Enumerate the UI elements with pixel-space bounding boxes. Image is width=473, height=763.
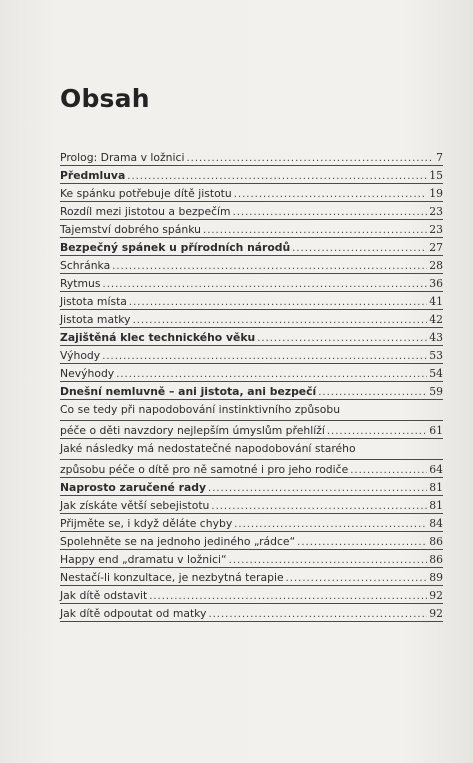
dot-leader bbox=[127, 171, 427, 182]
toc-entry-page: 92 bbox=[429, 607, 443, 620]
toc-entry-page: 36 bbox=[429, 277, 443, 290]
toc-entry-label-line1: Jaké následky má nedostatečné napodobování starého bbox=[60, 442, 443, 460]
toc-entry-page: 81 bbox=[429, 481, 443, 494]
dot-leader bbox=[229, 555, 428, 566]
toc-entry-chapter bbox=[60, 382, 443, 400]
toc-entry bbox=[60, 532, 443, 550]
toc-entry-label: Rozdíl mezi jistotou a bezpečím bbox=[60, 205, 231, 218]
toc-entry-label: Naprosto zaručené rady bbox=[60, 481, 207, 494]
toc-entry bbox=[60, 220, 443, 238]
dot-leader bbox=[129, 297, 427, 308]
dot-leader bbox=[103, 279, 428, 290]
toc-entry-page: 23 bbox=[429, 205, 443, 218]
toc-entry-chapter bbox=[60, 478, 443, 496]
toc-entry bbox=[60, 310, 443, 328]
toc-entry-label: Jak získáte větší sebejistotu bbox=[60, 499, 210, 512]
toc-entry-label: Prolog: Drama v ložnici bbox=[60, 151, 185, 164]
toc-entry-page: 84 bbox=[429, 517, 443, 530]
toc-entry-label: Tajemství dobrého spánku bbox=[60, 223, 202, 236]
table-of-contents bbox=[60, 148, 443, 622]
toc-entry bbox=[60, 256, 443, 274]
toc-entry-label: Schránka bbox=[60, 259, 111, 272]
toc-entry bbox=[60, 274, 443, 292]
toc-entry-label: Jak dítě odpoutat od matky bbox=[60, 607, 207, 620]
toc-entry-page: 92 bbox=[429, 589, 443, 602]
toc-entry-label: Jistota místa bbox=[60, 295, 127, 308]
toc-entry bbox=[60, 292, 443, 310]
toc-entry-label: péče o děti navzdory nejlepším úmyslům přehlíží bbox=[60, 424, 325, 437]
dot-leader bbox=[350, 465, 427, 476]
toc-entry-label: Zajištěná klec technického věku bbox=[60, 331, 256, 344]
dot-leader bbox=[286, 573, 428, 584]
toc-entry-label: Nevýhody bbox=[60, 367, 115, 380]
toc-entry bbox=[60, 148, 443, 166]
toc-entry bbox=[60, 364, 443, 382]
toc-entry-page: 53 bbox=[429, 349, 443, 362]
dot-leader bbox=[233, 207, 428, 218]
dot-leader bbox=[234, 189, 427, 200]
page-title: Obsah bbox=[60, 84, 150, 113]
toc-entry bbox=[60, 514, 443, 532]
dot-leader bbox=[318, 387, 427, 398]
toc-entry bbox=[60, 586, 443, 604]
toc-entry bbox=[60, 550, 443, 568]
toc-entry-label: způsobu péče o dítě pro ně samotné i pro jeho rodiče bbox=[60, 463, 349, 476]
dot-leader bbox=[257, 333, 427, 344]
toc-entry-label: Nestačí-li konzultace, je nezbytná terapie bbox=[60, 571, 284, 584]
toc-entry-label: Jistota matky bbox=[60, 313, 131, 326]
toc-entry bbox=[60, 604, 443, 622]
toc-entry-label: Přijměte se, i když děláte chyby bbox=[60, 517, 233, 530]
toc-entry-label: Rytmus bbox=[60, 277, 101, 290]
toc-entry bbox=[60, 346, 443, 364]
toc-entry bbox=[60, 568, 443, 586]
dot-leader bbox=[234, 519, 427, 530]
toc-entry-label: Ke spánku potřebuje dítě jistotu bbox=[60, 187, 232, 200]
toc-entry bbox=[60, 400, 443, 439]
toc-entry-page: 19 bbox=[429, 187, 443, 200]
toc-entry-chapter bbox=[60, 238, 443, 256]
toc-entry-page: 54 bbox=[429, 367, 443, 380]
dot-leader bbox=[102, 351, 427, 362]
dot-leader bbox=[149, 591, 427, 602]
toc-entry-page: 15 bbox=[429, 169, 443, 182]
dot-leader bbox=[211, 501, 427, 512]
toc-entry-page: 86 bbox=[429, 553, 443, 566]
dot-leader bbox=[133, 315, 428, 326]
toc-entry-page: 41 bbox=[429, 295, 443, 308]
toc-entry-label: Bezpečný spánek u přírodních národů bbox=[60, 241, 291, 254]
toc-entry-page: 7 bbox=[436, 151, 443, 164]
dot-leader bbox=[327, 426, 427, 437]
toc-entry-chapter bbox=[60, 328, 443, 346]
dot-leader bbox=[292, 243, 427, 254]
dot-leader bbox=[116, 369, 427, 380]
toc-entry-page: 43 bbox=[429, 331, 443, 344]
toc-entry-label: Spolehněte se na jednoho jediného „rádce“ bbox=[60, 535, 296, 548]
toc-entry-label-line1: Co se tedy při napodobování instinktivního způsobu bbox=[60, 403, 443, 421]
toc-entry-page: 81 bbox=[429, 499, 443, 512]
toc-entry-page: 28 bbox=[429, 259, 443, 272]
toc-entry-page: 27 bbox=[429, 241, 443, 254]
toc-entry-page: 61 bbox=[429, 424, 443, 437]
toc-entry-page: 86 bbox=[429, 535, 443, 548]
toc-entry-label: Výhody bbox=[60, 349, 101, 362]
dot-leader bbox=[203, 225, 427, 236]
toc-entry bbox=[60, 496, 443, 514]
toc-entry-label: Dnešní nemluvně – ani jistota, ani bezpečí bbox=[60, 385, 317, 398]
toc-entry-page: 23 bbox=[429, 223, 443, 236]
dot-leader bbox=[297, 537, 427, 548]
toc-entry-label: Předmluva bbox=[60, 169, 126, 182]
toc-entry-page: 89 bbox=[429, 571, 443, 584]
toc-entry-page: 59 bbox=[429, 385, 443, 398]
toc-entry-page: 42 bbox=[429, 313, 443, 326]
toc-entry-label: Jak dítě odstavit bbox=[60, 589, 148, 602]
dot-leader bbox=[112, 261, 427, 272]
toc-entry bbox=[60, 184, 443, 202]
toc-entry bbox=[60, 439, 443, 478]
dot-leader bbox=[208, 483, 427, 494]
toc-entry-chapter bbox=[60, 166, 443, 184]
toc-entry-page: 64 bbox=[429, 463, 443, 476]
toc-entry-label: Happy end „dramatu v ložnici“ bbox=[60, 553, 227, 566]
dot-leader bbox=[208, 609, 427, 620]
toc-entry bbox=[60, 202, 443, 220]
dot-leader bbox=[186, 153, 434, 164]
